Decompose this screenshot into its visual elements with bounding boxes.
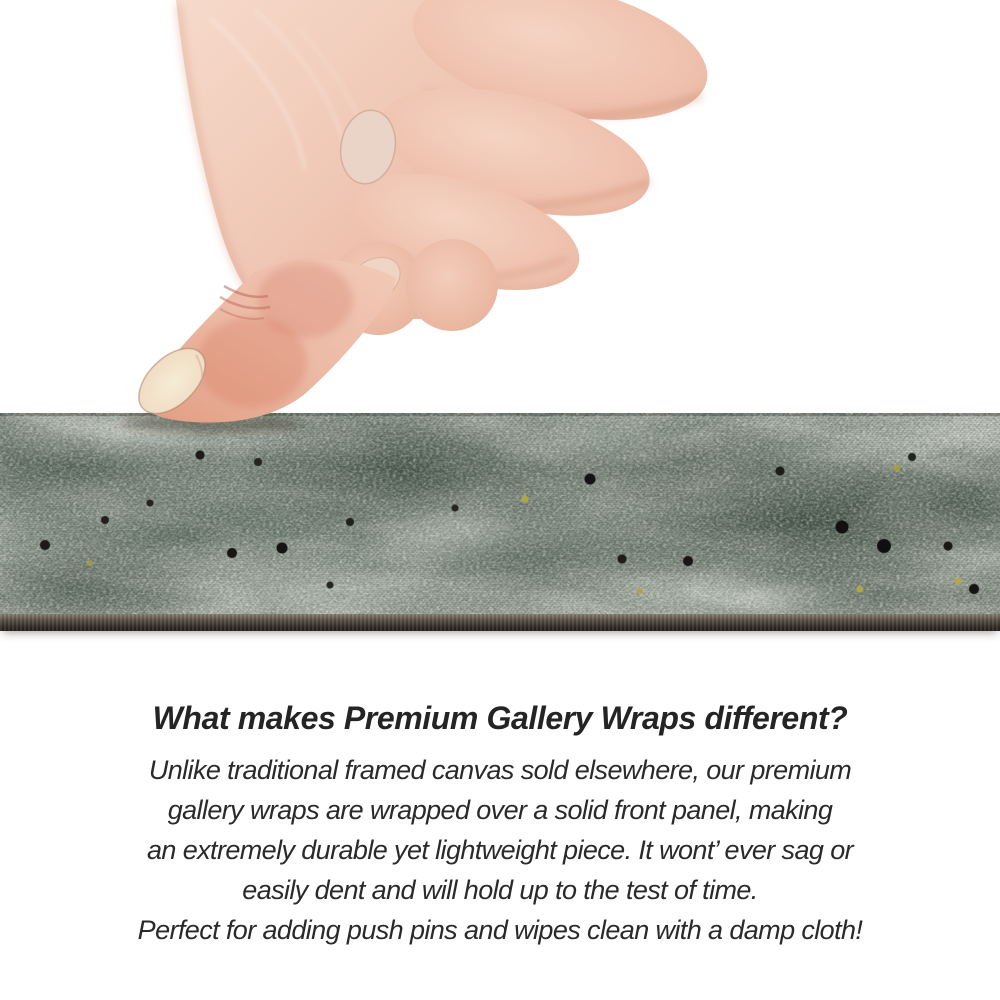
canvas-paint-specks: [0, 413, 1000, 614]
canvas-edge-photo: [0, 413, 1000, 631]
hand-illustration: [0, 0, 1000, 440]
copy-line-2: gallery wraps are wrapped over a solid front panel, making: [167, 795, 833, 825]
fingertip-right: [406, 239, 498, 331]
copy-line-3: an extremely durable yet lightweight piece. It wont’ ever sag or: [147, 835, 853, 865]
copy-line-1: Unlike traditional framed canvas sold elsewhere, our premium: [148, 755, 852, 785]
copy-line-4: easily dent and will hold up to the test of time.: [242, 875, 758, 905]
hand-photo: [0, 0, 1000, 440]
copy-line-5: Perfect for adding push pins and wipes clean with a damp cloth!: [137, 915, 863, 945]
canvas-dark-bottom-edge: [0, 614, 1000, 631]
marketing-copy: [0, 699, 1000, 950]
copy-heading: What makes Premium Gallery Wraps different?: [152, 700, 848, 736]
